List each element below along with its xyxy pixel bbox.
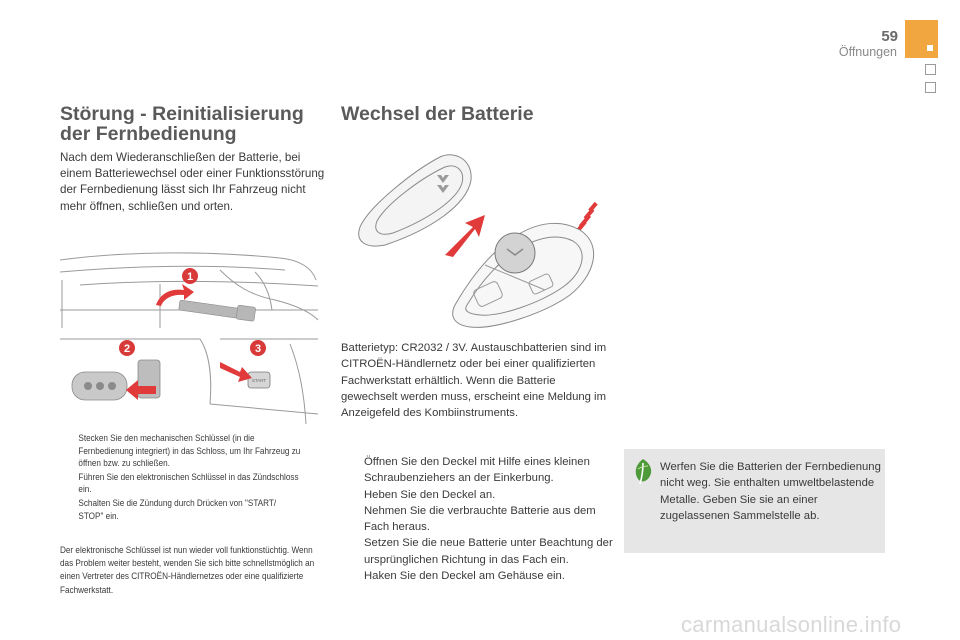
callout-2: 2 — [123, 343, 131, 355]
watermark: carmanualsonline.info — [681, 612, 902, 637]
reinit-step: Stecken Sie den mechanischen Schlüssel (in die Fernbedienung integriert) in das Schloss, um Ihr Fahrzeug zu öffnen bzw. zu schließen. — [78, 433, 301, 469]
callout-3: 3 — [254, 343, 262, 355]
chapter-tab[interactable] — [925, 82, 936, 93]
chapter-tab-active[interactable] — [905, 20, 938, 58]
battery-step: Heben Sie den Deckel an. — [364, 488, 496, 501]
battery-step: Nehmen Sie die verbrauchte Batterie aus dem Fach heraus. — [364, 504, 596, 534]
ignition-illustration — [60, 334, 318, 426]
section-title-battery: Wechsel der Batterie — [341, 103, 534, 125]
chapter-tab[interactable] — [925, 64, 936, 75]
environment-note — [624, 449, 885, 553]
svg-text:START: START — [251, 378, 267, 383]
battery-step: Setzen Sie die neue Batterie unter Beachtung der ursprünglichen Richtung in das Fach ein. — [364, 537, 613, 566]
reinit-note: Der elektronische Schlüssel ist nun wieder voll funktionstüchtig. Wenn das Problem weiter besteht, wenden Sie sich bitte schnellstmöglich an einen Vertreter des CITROËN-Händlernetzes oder eine qualifizierte Fachwerkstatt. — [60, 545, 315, 595]
battery-steps — [341, 454, 616, 584]
callout-1: 1 — [186, 271, 194, 283]
section-name: Öffnungen — [838, 45, 897, 59]
battery-step: Öffnen Sie den Deckel mit Hilfe eines kleinen Schraubenziehers an der Einkerbung. — [364, 456, 590, 485]
reinit-intro-text: Nach dem Wiederanschließen der Batterie, bei einem Batteriewechsel oder einer Funktionsstörung der Fernbedienung lässt sich Ihr Fahrzeug nicht mehr öffnen, schließen und orten. — [60, 151, 325, 213]
battery-intro-text: Batterietyp: CR2032 / 3V. Austauschbatterien sind im CITROËN-Händlernetz oder bei einer qualifizierten Fachwerkstatt erhältlich. Wenn die Batterie gewechselt werden muss, erscheint eine Meldung im Anzeigefeld des Kombiinstruments. — [341, 342, 607, 420]
battery-change-illustration — [345, 145, 613, 330]
section-title-reinit: Störung - Reinitialisierung der Fernbedienung — [60, 103, 304, 145]
leaf-icon — [632, 457, 654, 485]
door-lock-illustration — [60, 250, 318, 330]
battery-step: Haken Sie den Deckel am Gehäuse ein. — [364, 570, 565, 583]
reinit-steps — [60, 432, 301, 523]
page-number: 59 — [881, 28, 898, 45]
environment-note-text: Werfen Sie die Batterien der Fernbedienung nicht weg. Sie enthalten umweltbelastende Metalle. Geben Sie sie an einer zugelassenen Sammelstelle ab. — [660, 461, 881, 522]
reinit-step: Führen Sie den elektronischen Schlüssel in das Zündschloss ein. — [78, 471, 299, 495]
reinit-step: Schalten Sie die Zündung durch Drücken von "START/ STOP" ein. — [78, 497, 277, 521]
